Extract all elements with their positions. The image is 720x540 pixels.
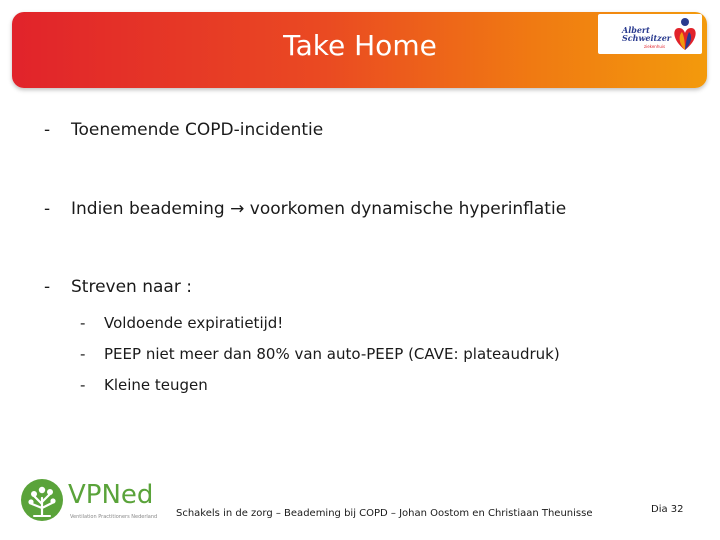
vpned-tagline: Ventilation Practitioners Nederland bbox=[70, 514, 158, 520]
sub-bullet-item: - PEEP niet meer dan 80% van auto-PEEP (CAVE: plateaudruk) bbox=[80, 345, 560, 363]
slide-title: Take Home bbox=[283, 29, 437, 62]
sub-bullet-item: - Kleine teugen bbox=[80, 376, 208, 394]
logo-wordmark: Albert Schweitzer bbox=[622, 25, 672, 43]
bullet-item: - Toenemende COPD-incidentie bbox=[44, 120, 324, 140]
vpned-logo bbox=[20, 478, 160, 526]
sub-bullet-item: - Voldoende expiratietijd! bbox=[80, 314, 284, 332]
heart-figure-icon bbox=[670, 16, 700, 52]
albert-schweitzer-logo bbox=[598, 14, 702, 54]
vpned-wordmark: VPNed bbox=[68, 480, 154, 510]
logo-subtext: ziekenhuis bbox=[644, 44, 666, 49]
bullet-item: - Indien beademing → voorkomen dynamische hyperinflatie bbox=[44, 199, 567, 219]
footer-credits: Schakels in de zorg – Beademing bij COPD – Johan Oostom en Christiaan Theunisse bbox=[176, 508, 593, 519]
slide-number: Dia 32 bbox=[651, 504, 684, 515]
tree-icon bbox=[20, 478, 64, 522]
bullet-item: - Streven naar : bbox=[44, 277, 192, 297]
